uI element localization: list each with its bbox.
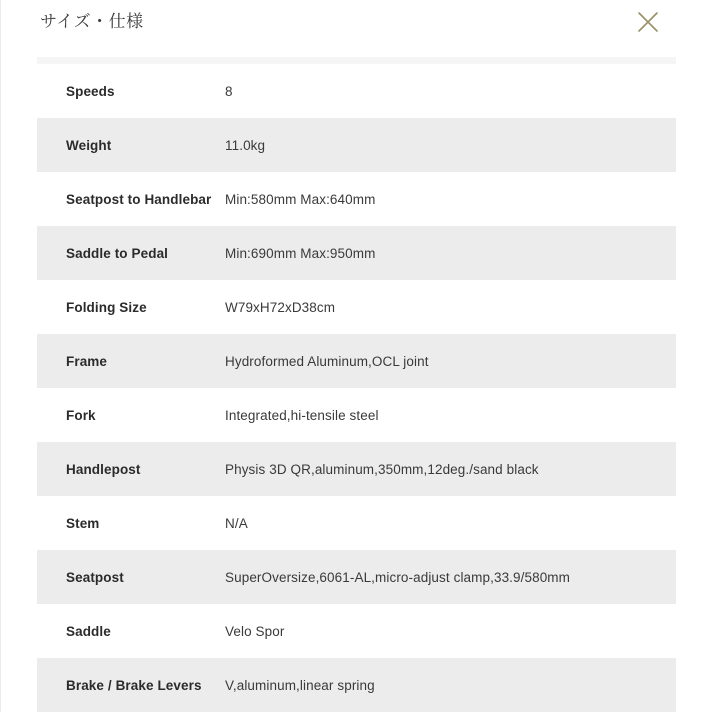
- table-row: [37, 280, 676, 334]
- table-row: [37, 442, 676, 496]
- page-title: サイズ・仕様: [40, 12, 144, 32]
- table-row: [37, 550, 676, 604]
- spec-label: Seatpost to Handlebar: [66, 191, 212, 207]
- table-row: [37, 496, 676, 550]
- spec-value: SuperOversize,6061-AL,micro-adjust clamp,33.9/580mm: [225, 569, 570, 585]
- spec-value: Hydroformed Aluminum,OCL joint: [225, 353, 429, 369]
- spec-label: Brake / Brake Levers: [66, 677, 202, 693]
- spec-value: Min:690mm Max:950mm: [225, 245, 376, 261]
- table-row: [37, 64, 676, 118]
- spec-label: Fork: [66, 407, 96, 423]
- close-icon[interactable]: [633, 7, 663, 37]
- spec-value: Min:580mm Max:640mm: [225, 191, 376, 207]
- spec-label: Speeds: [66, 83, 115, 99]
- spec-label: Handlepost: [66, 461, 141, 477]
- table-row: [37, 226, 676, 280]
- spec-label: Saddle to Pedal: [66, 245, 169, 261]
- table-row: [37, 604, 676, 658]
- header-divider: [37, 57, 676, 64]
- spec-value: N/A: [225, 515, 248, 531]
- spec-value: Integrated,hi-tensile steel: [225, 407, 379, 423]
- spec-value: Velo Spor: [225, 623, 285, 639]
- spec-label: Saddle: [66, 623, 111, 639]
- spec-table: [1, 64, 712, 712]
- spec-value: Physis 3D QR,aluminum,350mm,12deg./sand black: [225, 461, 539, 477]
- table-row: [37, 658, 676, 712]
- spec-label: Folding Size: [66, 299, 147, 315]
- spec-value: 11.0kg: [225, 137, 266, 153]
- table-row: [37, 388, 676, 442]
- modal-header: [1, 0, 712, 57]
- table-row: [37, 172, 676, 226]
- spec-label: Frame: [66, 353, 108, 369]
- spec-value: W79xH72xD38cm: [225, 299, 336, 315]
- table-row: [37, 334, 676, 388]
- spec-label: Stem: [66, 515, 100, 531]
- spec-value: 8: [225, 83, 233, 99]
- spec-label: Seatpost: [66, 569, 124, 585]
- table-row: [37, 118, 676, 172]
- spec-label: Weight: [66, 137, 112, 153]
- spec-value: V,aluminum,linear spring: [225, 677, 375, 693]
